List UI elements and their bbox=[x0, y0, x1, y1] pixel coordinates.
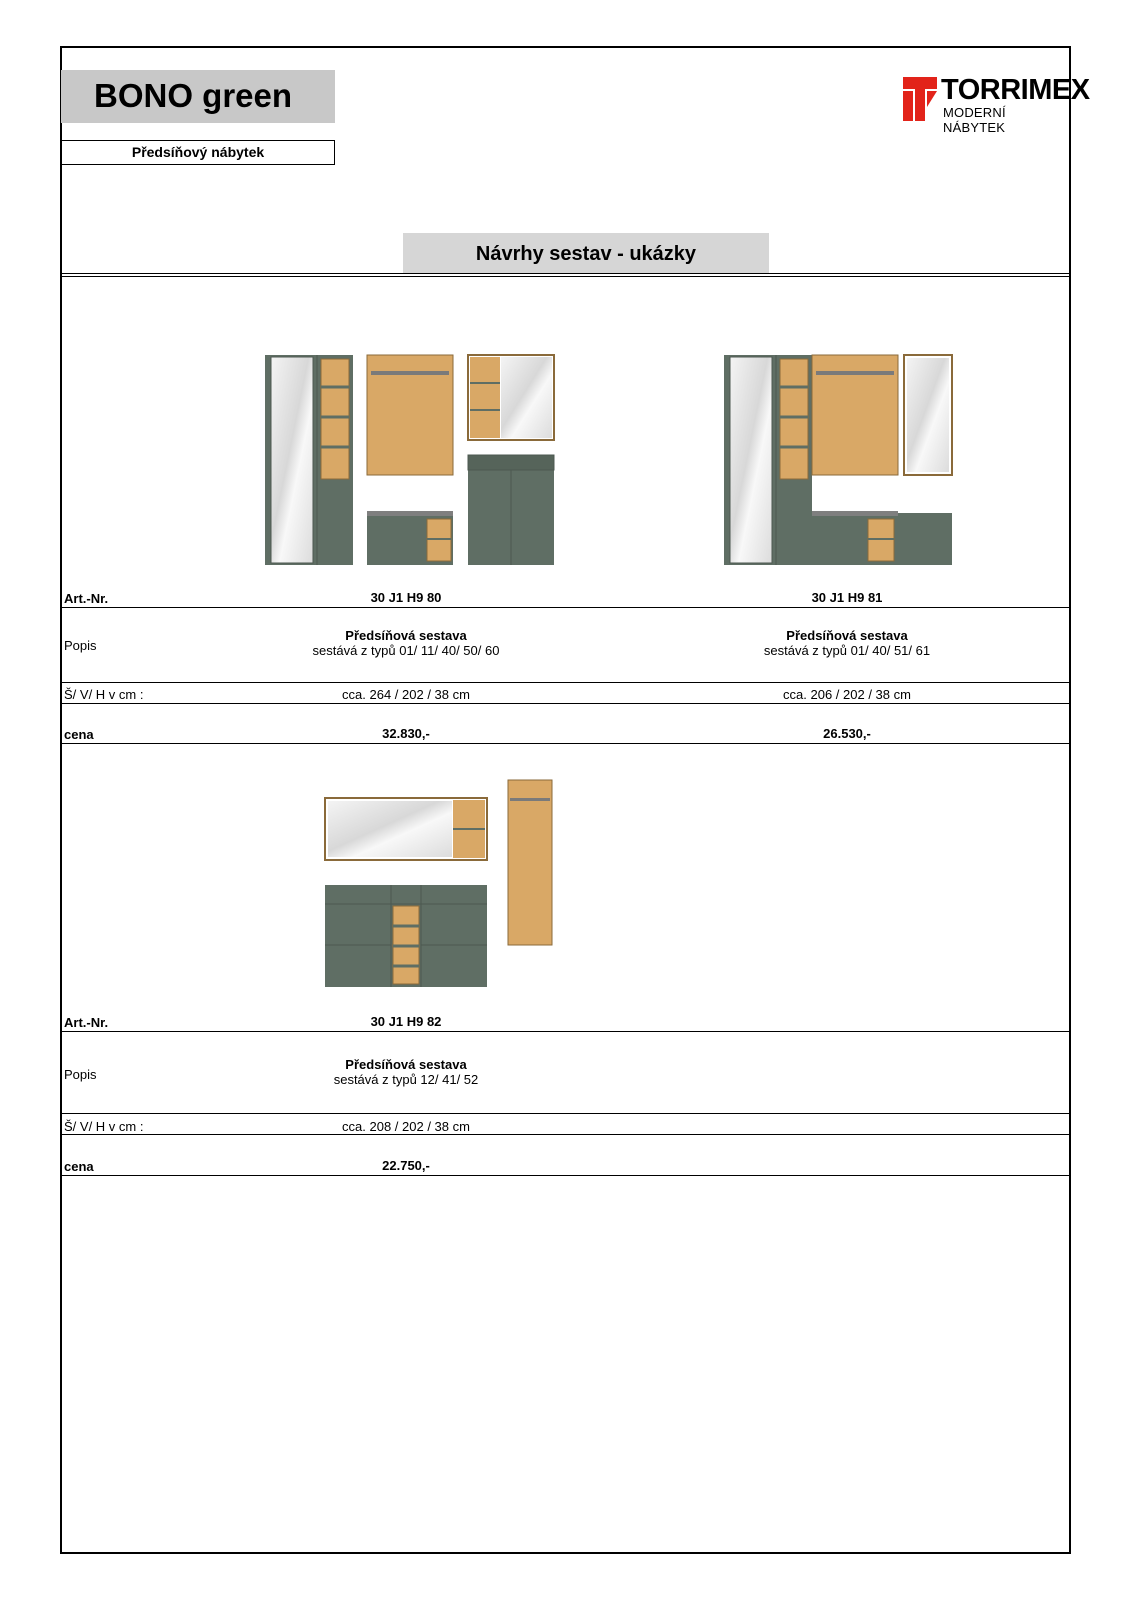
page-title: BONO green bbox=[94, 77, 293, 114]
popis-title-82: Předsíňová sestava bbox=[345, 1057, 467, 1072]
section-divider bbox=[61, 273, 1070, 274]
art-nr-82: 30 J1 H9 82 bbox=[370, 1014, 442, 1029]
row-divider bbox=[61, 607, 1070, 608]
row-divider bbox=[61, 1113, 1070, 1114]
row-divider bbox=[61, 1031, 1070, 1032]
label-art-nr: Art.-Nr. bbox=[64, 1015, 109, 1030]
row-divider bbox=[61, 743, 1070, 744]
logo-brand-text: TORRIMEX bbox=[941, 74, 1090, 106]
popis-detail-82: sestává z typů 12/ 41/ 52 bbox=[333, 1072, 479, 1087]
category-subtitle: Předsíňový nábytek bbox=[61, 140, 335, 165]
art-nr-81: 30 J1 H9 81 bbox=[811, 590, 883, 605]
dims-80: cca. 264 / 202 / 38 cm bbox=[342, 687, 470, 702]
section-divider-2 bbox=[61, 276, 1070, 277]
popis-81 bbox=[697, 628, 997, 658]
brand-logo bbox=[903, 74, 1090, 135]
logo-tagline: MODERNÍ NÁBYTEK bbox=[943, 105, 1006, 135]
title-box bbox=[61, 70, 335, 123]
popis-title-80: Předsíňová sestava bbox=[345, 628, 467, 643]
dims-81: cca. 206 / 202 / 38 cm bbox=[783, 687, 911, 702]
section-title: Návrhy sestav - ukázky bbox=[403, 233, 769, 273]
popis-detail-80: sestává z typů 01/ 11/ 40/ 50/ 60 bbox=[312, 643, 500, 658]
price-82: 22.750,- bbox=[382, 1158, 430, 1173]
row-divider bbox=[61, 1134, 1070, 1135]
label-cena: cena bbox=[64, 727, 94, 742]
popis-detail-81: sestává z typů 01/ 40/ 51/ 61 bbox=[763, 643, 931, 658]
label-popis: Popis bbox=[64, 638, 97, 653]
price-80: 32.830,- bbox=[382, 726, 430, 741]
row-divider bbox=[61, 703, 1070, 704]
dims-82: cca. 208 / 202 / 38 cm bbox=[342, 1119, 470, 1134]
label-dims: Š/ V/ H v cm : bbox=[64, 687, 144, 702]
label-dims: Š/ V/ H v cm : bbox=[64, 1119, 144, 1134]
furniture-image-set-80 bbox=[265, 355, 565, 570]
furniture-image-set-82 bbox=[325, 780, 555, 990]
popis-80 bbox=[256, 628, 556, 658]
art-nr-80: 30 J1 H9 80 bbox=[370, 590, 442, 605]
price-81: 26.530,- bbox=[823, 726, 871, 741]
label-popis: Popis bbox=[64, 1067, 97, 1082]
popis-title-81: Předsíňová sestava bbox=[786, 628, 908, 643]
row-divider bbox=[61, 1175, 1070, 1176]
label-cena: cena bbox=[64, 1159, 94, 1174]
row-divider bbox=[61, 682, 1070, 683]
furniture-image-set-81 bbox=[724, 355, 954, 570]
torrimex-logo-icon bbox=[903, 77, 937, 121]
label-art-nr: Art.-Nr. bbox=[64, 591, 109, 606]
popis-82 bbox=[256, 1057, 556, 1087]
